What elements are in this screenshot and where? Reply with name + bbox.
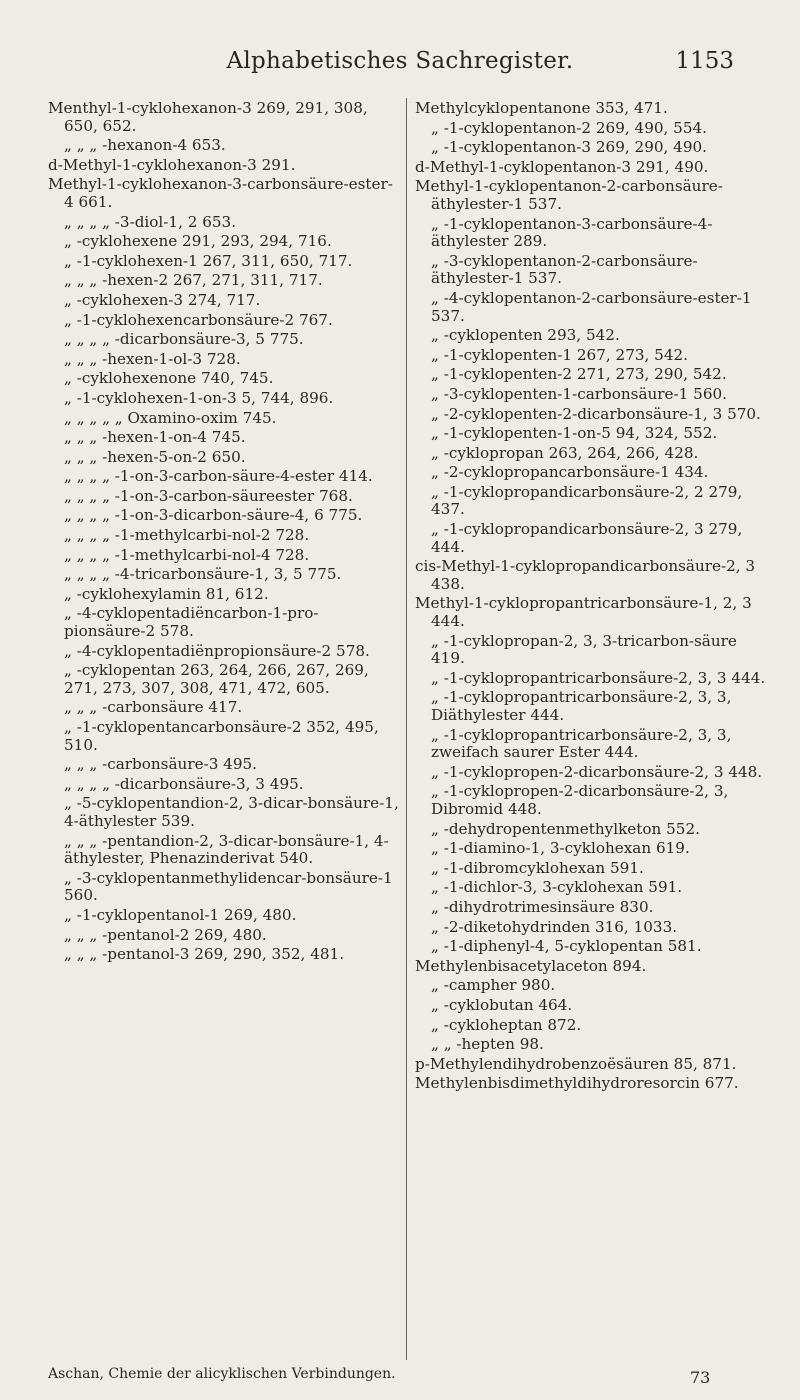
index-entry: „ -cyklobutan 464. <box>431 995 573 1014</box>
index-entry: cis-Methyl-1-cyklopropandicarbonsäure-2, 3 438. <box>415 557 760 593</box>
index-entry: „ -cykloheptan 872. <box>431 1015 582 1034</box>
index-entry: „ -1-cyklopropen-2-dicarbonsäure-2, 3, Dibromid 448. <box>431 782 734 818</box>
index-entry: „ -2-diketohydrinden 316, 1033. <box>431 917 678 936</box>
index-entry: Methylenbisacetylaceton 894. <box>415 956 647 975</box>
index-column-left <box>48 99 404 966</box>
index-entry: „ -1-cyklopentanon-2 269, 490, 554. <box>431 118 707 137</box>
index-entry: Methylenbisdimethyldihydroresorcin 677. <box>415 1074 739 1093</box>
index-entry: p-Methylendihydrobenzoësäuren 85, 871. <box>415 1054 737 1073</box>
index-entry: „ „ „ „ „ Oxamino-oxim 745. <box>64 408 277 427</box>
index-entry: „ -1-cyklopenten-1 267, 273, 542. <box>431 345 689 364</box>
index-entry: „ -cyklohexen-3 274, 717. <box>64 290 261 309</box>
index-entry: „ „ „ -carbonsäure-3 495. <box>64 755 258 774</box>
index-entry: „ „ „ -hexen-2 267, 271, 311, 717. <box>64 271 323 290</box>
index-entry: „ -1-cyklopropantricarbonsäure-2, 3, 3 444. <box>431 668 766 687</box>
index-entry: Methyl-1-cyklohexanon-3-carbonsäure-ester-4 661. <box>48 175 393 211</box>
index-entry: „ -2-cyklopenten-2-dicarbonsäure-1, 3 570. <box>431 404 761 423</box>
index-entry: „ „ „ „ -1-on-3-carbon-säureester 768. <box>64 486 353 505</box>
index-entry: Methyl-1-cyklopropantricarbonsäure-1, 2, 3 444. <box>415 594 757 631</box>
index-entry: „ -3-cyklopentanmethylidencar-bonsäure-1 560. <box>64 868 398 905</box>
running-title: Alphabetisches Sachregister. <box>226 48 574 74</box>
index-entry: „ -1-cyklohexencarbonsäure-2 767. <box>64 310 333 329</box>
index-entry: „ -1-cyklopropandicarbonsäure-2, 3 279, 444. <box>431 520 748 556</box>
index-entry: „ -dehydropentenmethylketon 552. <box>431 819 700 838</box>
index-entry: „ „ „ -hexanon-4 653. <box>64 136 226 155</box>
index-entry: „ -4-cyklopentadiëncarbon-1-pro-pionsäure-2 578. <box>64 604 319 641</box>
index-entry: „ „ „ -hexen-1-on-4 745. <box>64 428 246 447</box>
page-footer <box>48 1366 748 1390</box>
index-entry: „ -1-cyklopropan-2, 3, 3-tricarbon-säure 419. <box>431 631 742 668</box>
index-entry: „ -1-cyklohexen-1-on-3 5, 744, 896. <box>64 388 334 407</box>
index-entry: „ -3-cyklopentanon-2-carbonsäure-äthylester-1 537. <box>431 251 698 288</box>
index-entry: „ -2-cyklopropancarbonsäure-1 434. <box>431 463 709 482</box>
index-entry: d-Methyl-1-cyklohexanon-3 291. <box>48 155 296 174</box>
column-divider <box>406 98 407 1360</box>
index-entry: „ -cyklohexene 291, 293, 294, 716. <box>64 232 332 251</box>
index-entry: „ -1-dichlor-3, 3-cyklohexan 591. <box>431 878 683 897</box>
index-entry: „ -cyklopenten 293, 542. <box>431 326 620 345</box>
index-entry: Methylcyklopentanone 353, 471. <box>415 99 668 117</box>
page-header <box>0 44 800 84</box>
index-entry: „ „ „ „ -dicarbonsäure-3, 3 495. <box>64 774 304 793</box>
index-entry: „ -1-cyklopentanol-1 269, 480. <box>64 905 297 924</box>
index-entry: Menthyl-1-cyklohexanon-3 269, 291, 308, 650, 652. <box>48 99 373 135</box>
index-entry: „ „ „ „ -1-on-3-carbon-säure-4-ester 414. <box>64 467 373 486</box>
index-entry: „ „ „ „ -1-methylcarbi-nol-2 728. <box>64 526 310 545</box>
page-number: 1153 <box>675 48 734 74</box>
index-entry: „ „ „ -hexen-1-ol-3 728. <box>64 349 241 368</box>
index-entry: „ „ „ -pentandion-2, 3-dicar-bonsäure-1, 4-äthylester, Phenazinderivat 540. <box>64 831 389 868</box>
index-entry: „ „ „ „ -dicarbonsäure-3, 5 775. <box>64 330 304 349</box>
index-entry: d-Methyl-1-cyklopentanon-3 291, 490. <box>415 157 709 176</box>
index-entry: „ -1-cyklopentancarbonsäure-2 352, 495, 510. <box>64 718 384 754</box>
index-entry: „ „ „ „ -1-on-3-dicarbon-säure-4, 6 775. <box>64 506 363 525</box>
index-entry: „ -1-cyklohexen-1 267, 311, 650, 717. <box>64 251 353 270</box>
index-entry: „ -4-cyklopentadiënpropionsäure-2 578. <box>64 641 370 660</box>
index-entry: „ „ „ -pentanol-3 269, 290, 352, 481. <box>64 945 345 964</box>
index-entry: „ „ „ „ -1-methylcarbi-nol-4 728. <box>64 545 310 564</box>
index-entry: „ -4-cyklopentanon-2-carbonsäure-ester-1 537. <box>431 288 757 325</box>
index-entry: „ -cyklopropan 263, 264, 266, 428. <box>431 443 699 462</box>
index-entry: „ „ „ -carbonsäure 417. <box>64 698 243 717</box>
index-entry: „ -cyklohexylamin 81, 612. <box>64 584 269 603</box>
index-entry: „ -1-cyklopropantricarbonsäure-2, 3, 3, Diäthylester 444. <box>431 688 737 724</box>
index-column-right <box>415 100 775 1095</box>
index-entry: „ -1-cyklopentanon-3-carbonsäure-4-äthylester 289. <box>431 214 713 251</box>
index-entry: „ „ „ „ -4-tricarbonsäure-1, 3, 5 775. <box>64 565 342 584</box>
index-entry: „ -1-cyklopentanon-3 269, 290, 490. <box>431 138 707 157</box>
index-entry: „ -1-diphenyl-4, 5-cyklopentan 581. <box>431 937 702 956</box>
index-entry: „ -1-cyklopropandicarbonsäure-2, 2 279, 437. <box>431 482 748 519</box>
index-entry: Methyl-1-cyklopentanon-2-carbonsäure-äthylester-1 537. <box>415 177 723 213</box>
index-entry: „ -1-dibromcyklohexan 591. <box>431 858 644 877</box>
index-entry: „ „ -hepten 98. <box>431 1035 544 1054</box>
index-entry: „ -1-cyklopropantricarbonsäure-2, 3, 3, zweifach saurer Ester 444. <box>431 725 737 762</box>
index-entry: „ -1-diamino-1, 3-cyklohexan 619. <box>431 839 690 858</box>
index-entry: „ -1-cyklopenten-1-on-5 94, 324, 552. <box>431 424 718 443</box>
index-entry: „ -dihydrotrimesinsäure 830. <box>431 897 654 916</box>
index-entry: „ „ „ -pentanol-2 269, 480. <box>64 925 267 944</box>
signature-mark: 73 <box>690 1368 711 1387</box>
index-entry: „ -campher 980. <box>431 976 556 995</box>
index-entry: „ -cyklopentan 263, 264, 266, 267, 269, 271, 273, 307, 308, 471, 472, 605. <box>64 661 374 697</box>
index-entry: „ -3-cyklopenten-1-carbonsäure-1 560. <box>431 384 727 403</box>
index-entry: „ -1-cyklopenten-2 271, 273, 290, 542. <box>431 365 727 384</box>
index-entry: „ „ „ „ -3-diol-1, 2 653. <box>64 212 237 231</box>
index-entry: „ -cyklohexenone 740, 745. <box>64 369 274 388</box>
index-entry: „ -5-cyklopentandion-2, 3-dicar-bonsäure-1, 4-äthylester 539. <box>64 794 404 830</box>
index-entry: „ -1-cyklopropen-2-dicarbonsäure-2, 3 448. <box>431 762 763 781</box>
index-entry: „ „ „ -hexen-5-on-2 650. <box>64 447 246 466</box>
footer-source: Aschan, Chemie der alicyklischen Verbindungen. <box>48 1366 396 1382</box>
